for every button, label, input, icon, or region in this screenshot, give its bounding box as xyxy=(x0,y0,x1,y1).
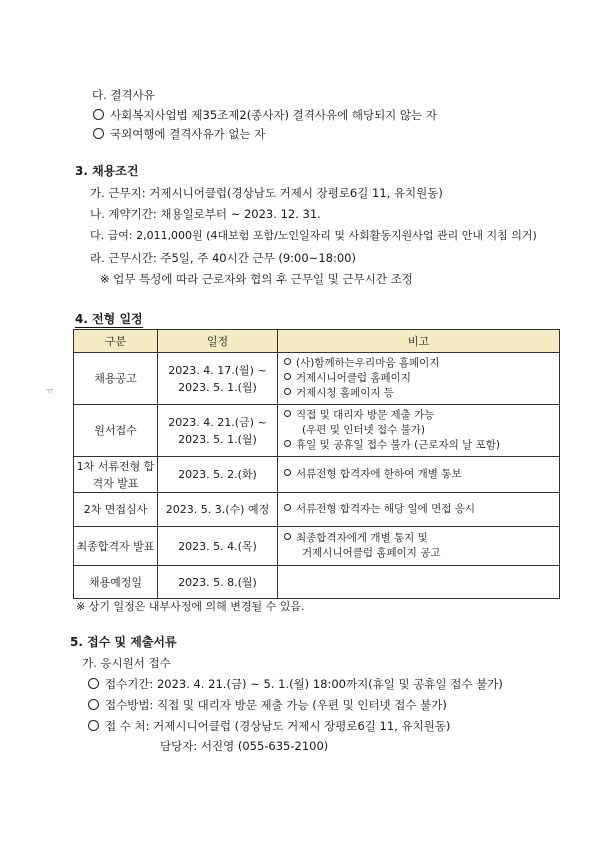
schedule-row xyxy=(74,493,560,527)
schedule-note-item xyxy=(284,467,559,482)
circle-bullet-icon xyxy=(284,373,291,380)
schedule-date xyxy=(158,405,278,457)
schedule-note-text: 직접 및 대리자 방문 제출 가능 xyxy=(296,409,435,421)
disqualify-item xyxy=(93,126,265,142)
schedule-footnote: ※ 상기 일정은 내부사정에 의해 변경될 수 있음. xyxy=(76,600,305,613)
disqualify-item-text: 국외여행에 결격사유가 없는 자 xyxy=(110,127,266,141)
schedule-notes xyxy=(278,405,560,457)
circle-bullet-icon xyxy=(93,109,104,120)
schedule-date-line: 2023. 5. 8.(월) xyxy=(178,575,257,589)
schedule-row xyxy=(74,405,560,457)
schedule-date xyxy=(158,353,278,405)
schedule-row xyxy=(74,457,560,493)
schedule-note-continuation: 거제시니어클럽 홈페이지 공고 xyxy=(302,547,441,559)
schedule-category: 1차 서류전형 합격자 발표 xyxy=(74,457,158,493)
schedule-category: 원서접수 xyxy=(74,405,158,457)
header-notes: 비고 xyxy=(278,330,560,353)
schedule-date-line: 2023. 5. 3.(수) 예정 xyxy=(165,503,270,516)
application-item-text: 접수방법: 직접 및 대리자 방문 제출 가능 (우편 및 인터넷 접수 불가) xyxy=(105,698,447,712)
schedule-category: 채용예정일 xyxy=(74,566,158,599)
header-date: 일정 xyxy=(158,330,278,353)
circle-bullet-icon xyxy=(88,699,99,710)
disqualify-item xyxy=(93,107,437,123)
schedule-note-text: 서류전형 합격자는 해당 일에 면접 응시 xyxy=(296,503,475,515)
schedule-note-text: 최종합격자에게 개별 통지 및 xyxy=(296,532,428,544)
circle-bullet-icon xyxy=(284,533,291,540)
circle-bullet-icon xyxy=(284,388,291,395)
schedule-date xyxy=(158,493,278,527)
conditions-item: 다. 급여: 2,011,000원 (4대보험 포함/노인일자리 및 사회활동지원사업 관리 안내 지침 의거) xyxy=(90,229,537,242)
schedule-note-item xyxy=(284,386,559,401)
schedule-date-line: 2023. 5. 1.(월) xyxy=(178,380,257,394)
schedule-note-item xyxy=(284,371,559,386)
schedule-note-text: 거제시니어클럽 홈페이지 xyxy=(296,372,411,384)
schedule-row xyxy=(74,566,560,599)
schedule-notes xyxy=(278,566,560,599)
schedule-note-text: (사)함께하는우리마음 홈페이지 xyxy=(296,357,440,369)
schedule-row xyxy=(74,527,560,566)
schedule-note-continuation: (우편 및 인터넷 접수 불가) xyxy=(302,424,425,436)
header-category: 구분 xyxy=(74,330,158,353)
schedule-notes xyxy=(278,527,560,566)
schedule-note-text: 거제시청 홈페이지 등 xyxy=(296,387,394,399)
margin-mark: ㅠ xyxy=(46,387,54,396)
schedule-date-line: 2023. 4. 17.(월) ~ xyxy=(168,363,267,377)
conditions-item: 나. 계약기간: 채용일로부터 ~ 2023. 12. 31. xyxy=(90,207,321,221)
application-item-text: 접수기간: 2023. 4. 21.(금) ~ 5. 1.(월) 18:00까지(휴일 및 공휴일 접수 불가) xyxy=(105,677,503,691)
circle-bullet-icon xyxy=(284,358,291,365)
application-item xyxy=(88,718,450,734)
application-item-text: 접 수 처: 거제시니어클럽 (경상남도 거제시 장평로6길 11, 유치원동) xyxy=(105,719,451,733)
circle-bullet-icon xyxy=(284,469,291,476)
application-item xyxy=(88,697,447,713)
schedule-title-text: 4. 전형 일정 xyxy=(75,312,143,326)
schedule-title xyxy=(75,311,143,327)
application-item xyxy=(88,676,503,692)
schedule-body xyxy=(74,353,560,599)
schedule-date-line: 2023. 4. 21.(금) ~ xyxy=(168,415,267,429)
schedule-note-item xyxy=(284,531,559,546)
schedule-date xyxy=(158,566,278,599)
schedule-table xyxy=(73,329,560,599)
schedule-note-item xyxy=(284,408,559,423)
schedule-note-text: 휴일 및 공휴일 접수 불가 (근로자의 날 포함) xyxy=(296,439,500,451)
schedule-note-item xyxy=(284,356,559,371)
schedule-notes xyxy=(278,493,560,527)
schedule-date-line: 2023. 5. 1.(월) xyxy=(178,432,257,446)
circle-bullet-icon xyxy=(88,678,99,689)
conditions-note: ※ 업무 특성에 따라 근로자와 협의 후 근무일 및 근무시간 조정 xyxy=(100,272,413,286)
circle-bullet-icon xyxy=(284,504,291,511)
application-subheading: 가. 응시원서 접수 xyxy=(82,656,171,670)
schedule-header-row xyxy=(74,330,560,353)
schedule-category: 최종합격자 발표 xyxy=(74,527,158,566)
conditions-item: 라. 근무시간: 주5일, 주 40시간 근무 (9:00~18:00) xyxy=(90,251,356,265)
disqualify-heading: 다. 결격사유 xyxy=(92,88,155,102)
schedule-date xyxy=(158,527,278,566)
circle-bullet-icon xyxy=(284,440,291,447)
schedule-category: 2차 면접심사 xyxy=(74,493,158,527)
disqualify-item-text: 사회복지사업법 제35조제2(종사자) 결격사유에 해당되지 않는 자 xyxy=(110,108,437,122)
schedule-note-text: 서류전형 합격자에 한하여 개별 통보 xyxy=(296,468,462,480)
schedule-category: 채용공고 xyxy=(74,353,158,405)
schedule-date-line: 2023. 5. 4.(목) xyxy=(178,539,257,553)
circle-bullet-icon xyxy=(93,128,104,139)
conditions-item: 가. 근무지: 거제시니어클럽(경상남도 거제시 장평로6길 11, 유치원동) xyxy=(90,186,443,200)
schedule-note-item xyxy=(284,438,559,453)
schedule-date xyxy=(158,457,278,493)
circle-bullet-icon xyxy=(88,720,99,731)
schedule-notes xyxy=(278,353,560,405)
application-contact: 담당자: 서진영 (055-635-2100) xyxy=(160,739,329,753)
schedule-notes xyxy=(278,457,560,493)
schedule-row xyxy=(74,353,560,405)
circle-bullet-icon xyxy=(284,410,291,417)
schedule-date-line: 2023. 5. 2.(화) xyxy=(178,468,257,481)
application-title: 5. 접수 및 제출서류 xyxy=(70,635,177,649)
schedule-note-item xyxy=(284,502,559,517)
conditions-title: 3. 채용조건 xyxy=(75,164,139,178)
